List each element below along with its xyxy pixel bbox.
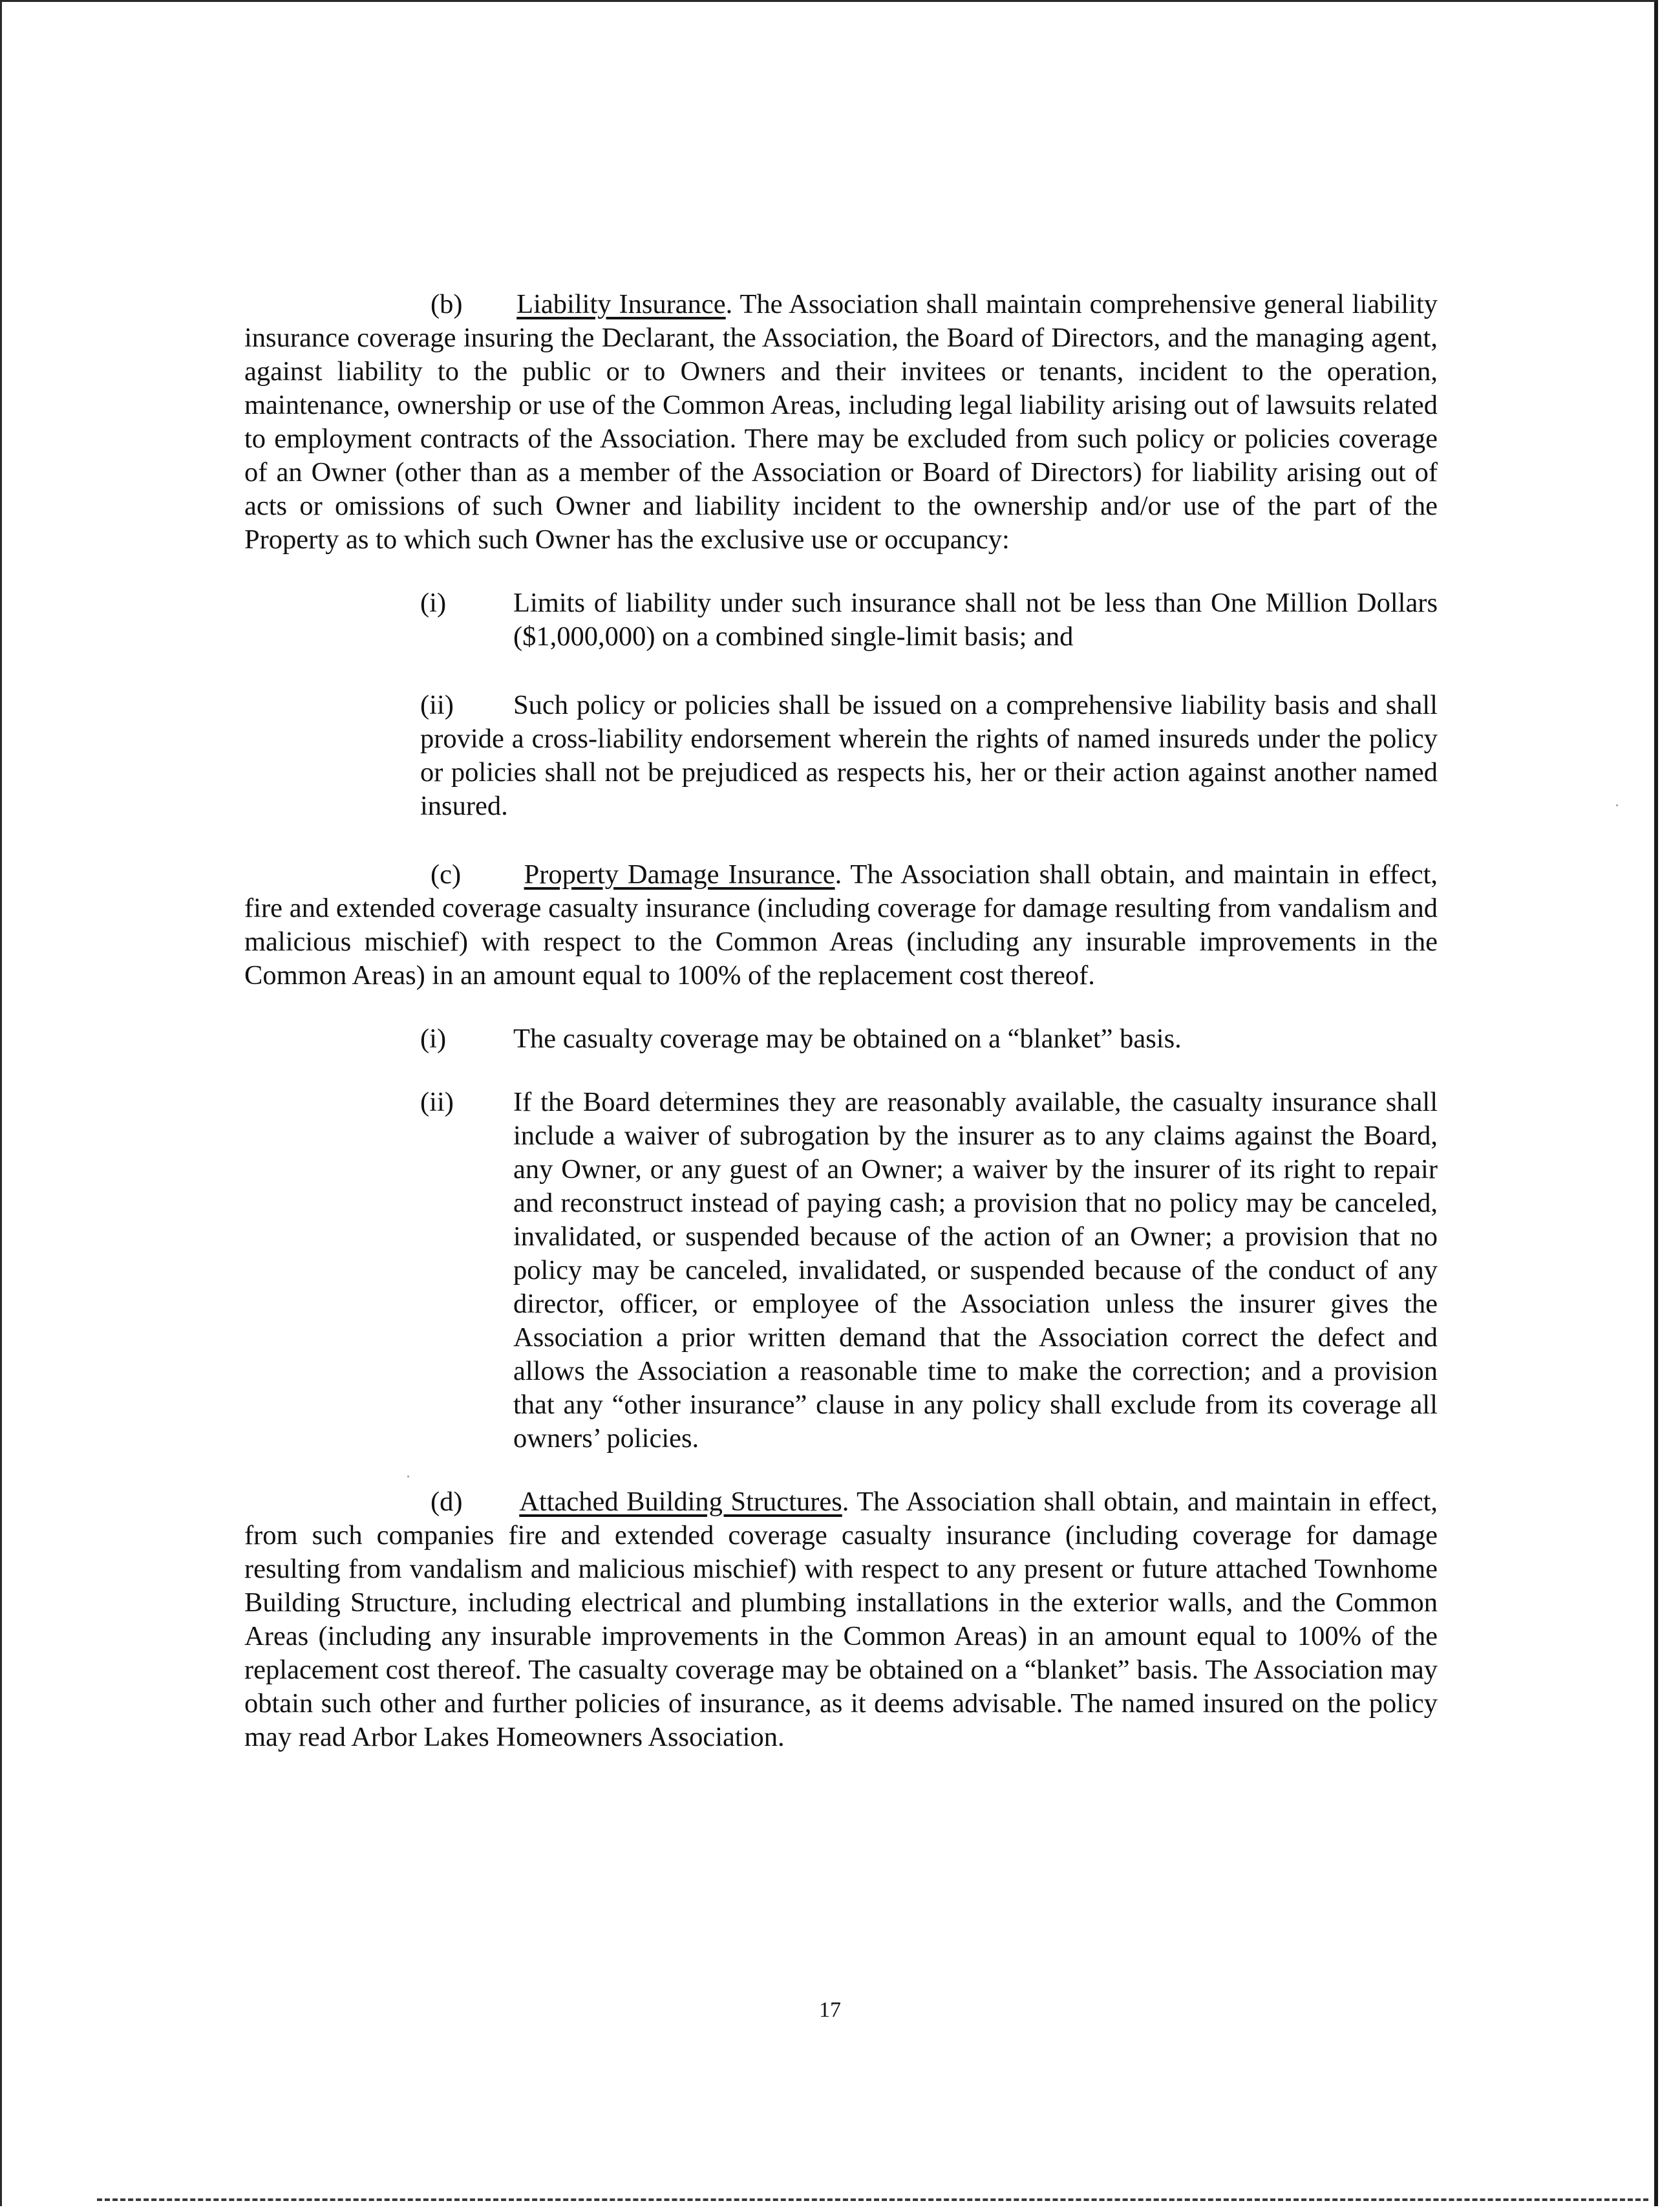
item-text: Such policy or policies shall be issued on a comprehensive liability basis and shall provide a cross-liability endorsement wherein the rights of named insureds under the policy or policies shall not be prejudiced as respects his, her or their action against another named insured.	[420, 690, 1438, 821]
item-marker: (ii)	[420, 690, 454, 720]
section-d-heading: Attached Building Structures	[519, 1487, 842, 1517]
section-b-label: (b)	[431, 289, 463, 319]
scan-edge-line	[97, 2198, 1648, 2201]
section-c-body: . The Association shall obtain, and maintain in effect, fire and extended coverage casualty insurance (including coverage for damage resulting from vandalism and malicious mischief) with respect to the Common Areas (including any insurable improvements in the Common Areas) in an amount equal to 100% of the replacement cost thereof.	[244, 859, 1438, 991]
section-b-paragraph	[244, 288, 1438, 557]
section-c-label: (c)	[431, 859, 462, 890]
item-text: Limits of liability under such insurance shall not be less than One Million Dollars ($1,000,000) on a combined single-limit basis; and	[513, 588, 1438, 652]
section-c-item-ii	[244, 1086, 1438, 1455]
item-text: If the Board determines they are reasonably available, the casualty insurance shall include a waiver of subrogation by the insurer as to any claims against the Board, any Owner, or any guest of an Owner; a waiver by the insurer of its right to repair and reconstruct instead of paying cash; a provision that no policy may be canceled, invalidated, or suspended because of the action of an Owner; a provision that no policy may be canceled, invalidated, or suspended because of the conduct of any director, officer, or employee of the Association unless the insurer gives the Association a prior written demand that the Association correct the defect and allows the Association a reasonable time to make the correction; and a provision that any “other insurance” clause in any policy shall exclude from its coverage all owners’ policies.	[513, 1087, 1438, 1454]
scan-speck	[1616, 804, 1618, 806]
section-b-item-i	[244, 586, 1438, 654]
page-number: 17	[819, 1998, 841, 2022]
section-d-label: (d)	[431, 1487, 463, 1517]
item-marker: (i)	[420, 588, 447, 618]
section-d-body: . The Association shall obtain, and maintain in effect, from such companies fire and extended coverage casualty insurance (including coverage for damage resulting from vandalism and malicious mischief) with respect to any present or future attached Townhome Building Structure, including electrical and plumbing installations in the exterior walls, and the Common Areas (including any insurable improvements in the Common Areas) in an amount equal to 100% of the replacement cost thereof. The casualty coverage may be obtained on a “blanket” basis. The Association may obtain such other and further policies of insurance, as it deems advisable. The named insured on the policy may read Arbor Lakes Homeowners Association.	[244, 1487, 1438, 1752]
section-b-item-ii	[244, 689, 1438, 823]
section-c-heading: Property Damage Insurance	[524, 859, 835, 890]
document-body	[244, 288, 1438, 1754]
section-c-item-i	[244, 1022, 1438, 1056]
section-c-paragraph	[244, 858, 1438, 993]
section-b-body: . The Association shall maintain comprehensive general liability insurance coverage insuring the Declarant, the Association, the Board of Directors, and the managing agent, against liability to the public or to Owners and their invitees or tenants, incident to the operation, maintenance, ownership or use of the Common Areas, including legal liability arising out of lawsuits related to employment contracts of the Association. There may be excluded from such policy or policies coverage of an Owner (other than as a member of the Association or Board of Directors) for liability arising out of acts or omissions of such Owner and liability incident to the ownership and/or use of the part of the Property as to which such Owner has the exclusive use or occupancy:	[244, 289, 1438, 555]
item-text: The casualty coverage may be obtained on a “blanket” basis.	[513, 1024, 1182, 1054]
item-marker: (ii)	[420, 1087, 454, 1117]
section-b-heading: Liability Insurance	[516, 289, 726, 319]
section-d-paragraph	[244, 1485, 1438, 1754]
item-marker: (i)	[420, 1024, 447, 1054]
